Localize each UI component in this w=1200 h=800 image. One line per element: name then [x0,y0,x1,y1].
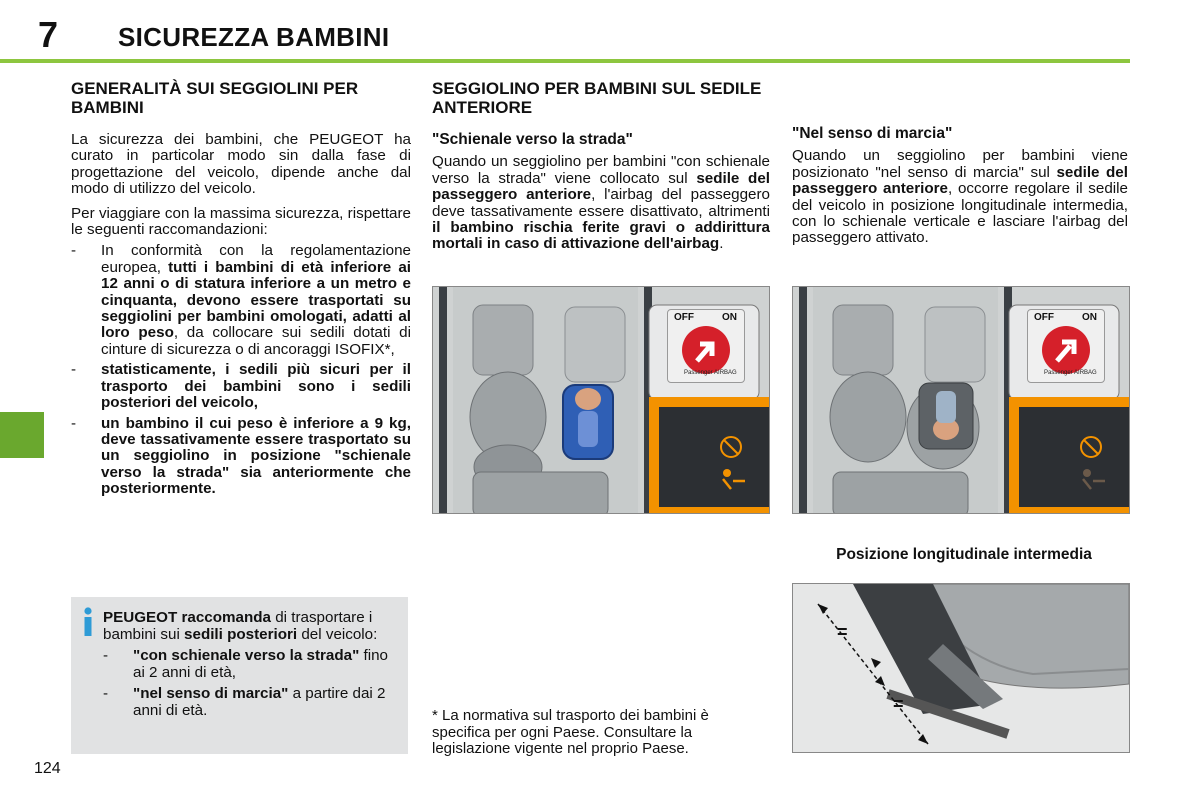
chapter-rule [0,59,1130,63]
chapter-number: 7 [38,14,59,55]
airbag-switch-on-icon [1040,324,1092,376]
chapter-tab [0,412,44,458]
section-heading-general: GENERALITÀ SUI SEGGIOLINI PER BAMBINI [71,79,359,117]
forward-facing-text: Quando un seggiolino per bambini viene posizionato "nel senso di marcia" sul sedile del passeggero anteriore, occorre regolare il sedile del veicolo in posizione longitudinale intermedia, con lo schienale verticale e lasciare l'airbag del passeggero attivato. [792,147,1128,247]
subheading-rear-facing: "Schienale verso la strada" [432,131,633,148]
airbag-switch-panel: OFF ON Passenger AIRBAG [1027,309,1105,383]
list-item: - "nel senso di marcia" a partire dai 2 anni di età. [103,685,386,719]
rear-facing-illustration [432,286,770,514]
footnote: * La normativa sul trasporto dei bambini è specifica per ogni Paese. Consultare la legislazione vigente nel proprio Paese. [432,707,709,757]
airbag-switch-panel: OFF ON Passenger AIRBAG [667,309,745,383]
seat-rail-drawing [793,584,1129,752]
middle-column [432,79,770,261]
equal-mark: = [837,622,848,642]
airbag-off-warning-icon [1079,435,1103,459]
equal-mark: = [893,694,904,714]
seat-position-illustration [792,583,1130,753]
list-item: - un bambino il cui peso è inferiore a 9 kg, deve tassativamente essere trasportato su un seggiolino in posizione "schienale verso la strada" sia anteriormente che posteriormente. [71,414,411,498]
rear-facing-text: Quando un seggiolino per bambini "con schienale verso la strada" viene collocato sul sedile del passeggero anteriore, l'airbag del passeggero deve tassativamente essere disattivato, altrimenti il bambino rischia ferite gravi o addirittura mortali in caso di attivazione dell'airbag. [432,153,770,253]
airbag-off-warning-icon [719,435,743,459]
passenger-airbag-lamp-icon [1079,467,1109,491]
section-heading-front-seat: SEGGIOLINO PER BAMBINI SUL SEDILE ANTERIORE [432,79,762,117]
forward-facing-illustration [792,286,1130,514]
airbag-switch-off-icon [680,324,732,376]
chapter-title: SICUREZZA BAMBINI [118,22,390,52]
list-item: - "con schienale verso la strada" fino ai 2 anni di età, [103,647,389,681]
recommendation-intro: Per viaggiare con la massima sicurezza, rispettare le seguenti raccomandazioni: [71,204,411,239]
page-number: 124 [34,760,61,777]
figure-caption: Posizione longitudinale intermedia [836,546,1092,563]
passenger-airbag-lamp-icon [719,467,749,491]
left-column [71,79,411,502]
info-icon [80,607,96,637]
list-item: - statisticamente, i sedili più sicuri per il trasporto dei bambini sono i sedili posteriori del veicolo, [71,361,411,412]
right-column [792,126,1128,255]
intro-paragraph: La sicurezza dei bambini, che PEUGEOT ha curato in particolar modo sin dalla fase di progettazione del veicolo, dipende anche dal modo di utilizzo del veicolo. [71,131,411,198]
info-text: PEUGEOT raccomanda di trasportare i bambini sui sedili posteriori del veicolo: - "con schienale verso la strada" fino ai 2 anni di età, - "nel senso di marcia" a partire dai 2 anni di età. [103,609,401,723]
list-item: - In conformità con la regolamentazione europea, tutti i bambini di età inferiore ai 12 anni o di statura inferiore a un metro e cinquanta, devono essere trasportati su seggiolini per bambini omologati, adatti al loro peso, da collocare sui sedili dotati di cinture di sicurezza o di ancoraggi ISOFIX*, [71,242,411,358]
subheading-forward-facing: "Nel senso di marcia" [792,125,953,142]
